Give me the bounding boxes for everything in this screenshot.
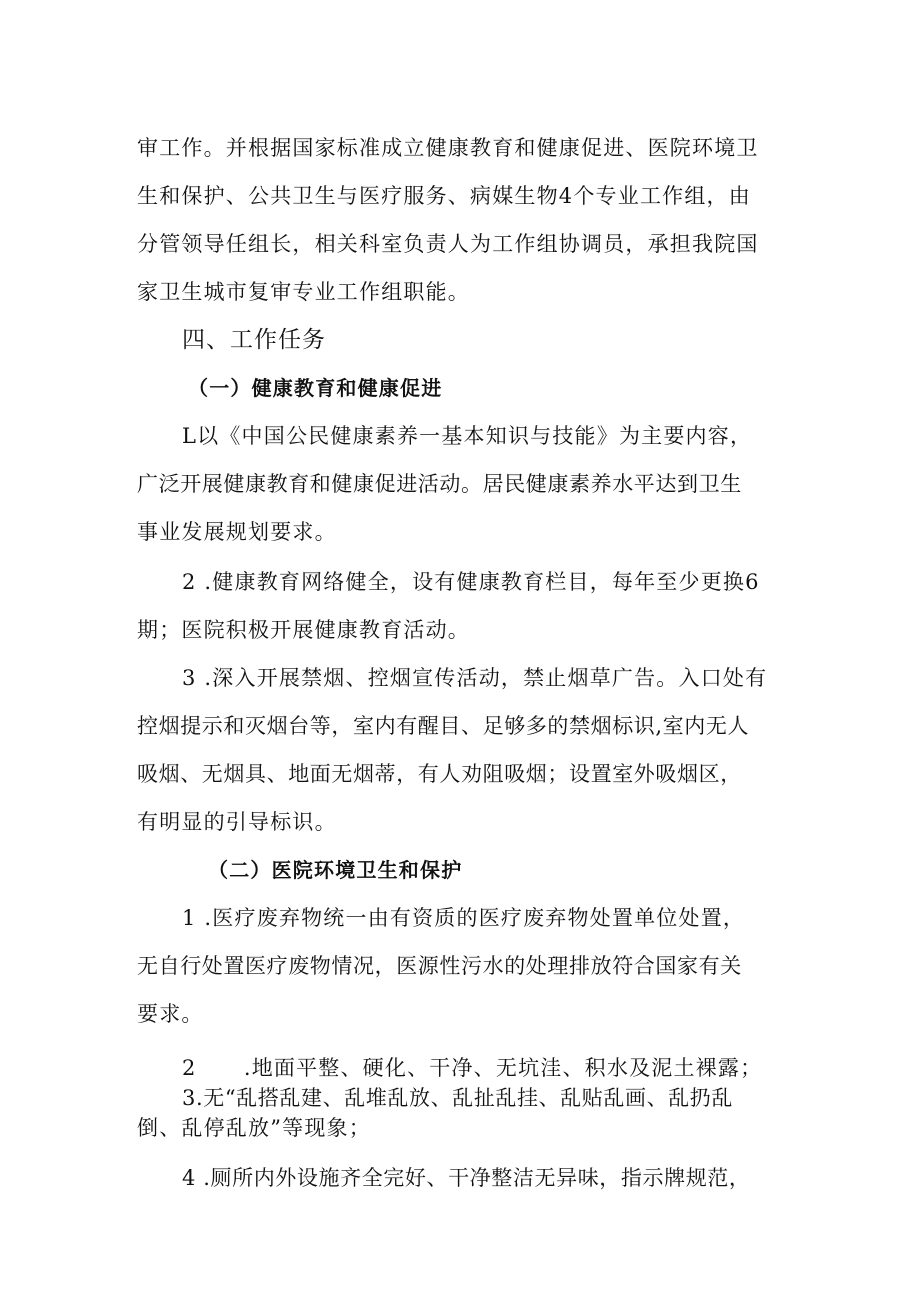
- paragraph-line: 3 .深入开展禁烟、控烟宣传活动，禁止烟草广告。入口处有: [182, 666, 768, 690]
- paragraph-line: 家卫生城市复审专业工作组职能。: [137, 280, 470, 304]
- paragraph-line: 分管领导任组长，相关科室负责人为工作组协调员，承担我院国: [137, 232, 759, 256]
- subsection-heading: （二）医院环境卫生和保护: [208, 858, 463, 882]
- paragraph-line: 倒、乱停乱放”等现象；: [137, 1116, 371, 1140]
- section-heading: 四、工作任务: [182, 327, 326, 353]
- paragraph-line: 审工作。并根据国家标准成立健康教育和健康促进、医院环境卫: [137, 136, 759, 160]
- paragraph-line: L以《中国公民健康素养一基本知识与技能》为主要内容，: [182, 424, 753, 448]
- paragraph-line: 广泛开展健康教育和健康促进活动。居民健康素养水平达到卫生: [137, 472, 742, 496]
- paragraph-line: 期；医院积极开展健康教育活动。: [137, 618, 470, 642]
- paragraph-line: 2 .地面平整、硬化、干净、无坑洼、积水及泥土裸露；: [182, 1056, 763, 1080]
- paragraph-line: 吸烟、无烟具、地面无烟蒂，有人劝阻吸烟；设置室外吸烟区，: [137, 762, 742, 786]
- paragraph-line: 4 .厕所内外设施齐全完好、干净整洁无异味，指示牌规范，: [182, 1166, 751, 1190]
- paragraph-line: 2 .健康教育网络健全，设有健康教育栏目，每年至少更换6: [182, 570, 760, 594]
- paragraph-line: 事业发展规划要求。: [137, 520, 337, 544]
- paragraph-line: 无自行处置医疗废物情况，医源性污水的处理排放符合国家有关: [137, 954, 742, 978]
- paragraph-line: 控烟提示和灭烟台等，室内有醒目、足够多的禁烟标识,室内无人: [137, 714, 750, 738]
- subsection-heading: （一）健康教育和健康促进: [188, 376, 443, 400]
- paragraph-line: 1 .医疗废弃物统一由有资质的医疗废弃物处置单位处置，: [182, 906, 746, 930]
- paragraph-line: 要求。: [137, 1002, 204, 1026]
- paragraph-line: 3.无“乱搭乱建、乱堆乱放、乱扯乱挂、乱贴乱画、乱扔乱: [182, 1086, 733, 1110]
- paragraph-line: 有明显的引导标识。: [137, 810, 337, 834]
- paragraph-line: 生和保护、公共卫生与医疗服务、病媒生物4个专业工作组，由: [137, 184, 751, 208]
